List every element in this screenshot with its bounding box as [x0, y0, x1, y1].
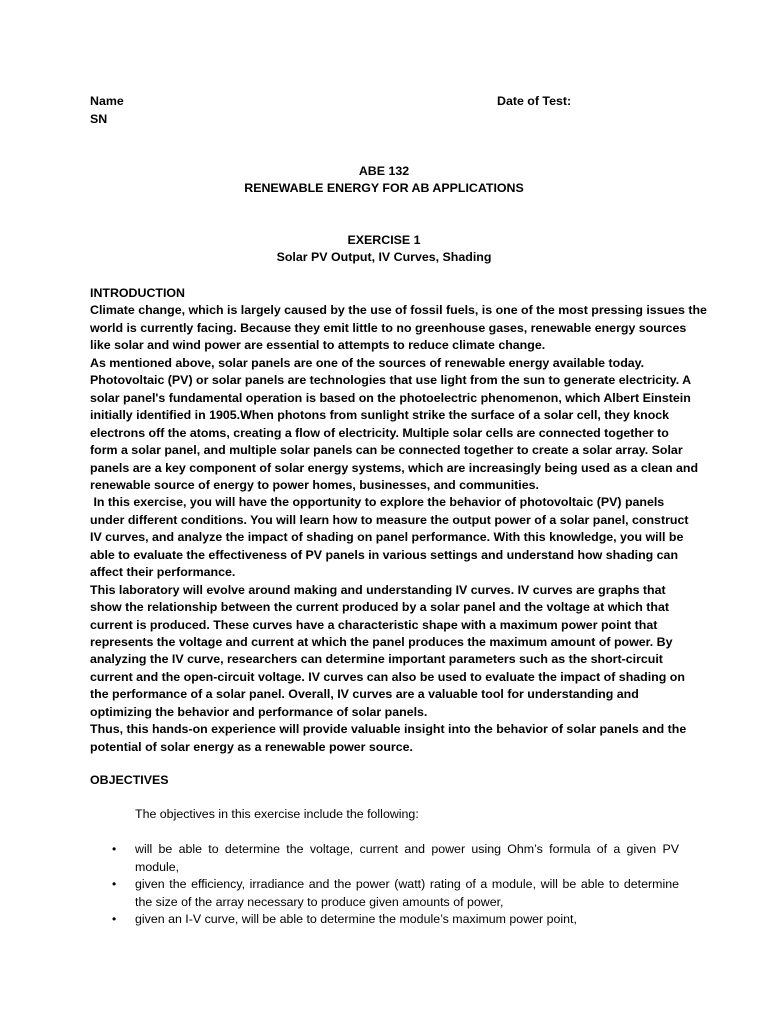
course-code: ABE 132 [358, 164, 410, 178]
intro-line: current is produced. These curves have a characteristic shape with a maximum power point that [90, 618, 658, 632]
intro-line: analyzing the IV curve, researchers can determine important parameters such as the short-circuit [90, 652, 663, 666]
objective-item: given an I-V curve, will be able to determine the module’s maximum power point, [135, 912, 577, 926]
intro-line: show the relationship between the current produced by a solar panel and the voltage at which that [90, 600, 670, 614]
intro-line: panels are a key component of solar energy systems, which are increasingly being used as a clean and [90, 461, 699, 475]
intro-line: the performance of a solar panel. Overall, IV curves are a valuable tool for understanding and [90, 687, 639, 701]
intro-line: affect their performance. [90, 565, 236, 579]
objectives-heading: OBJECTIVES [90, 773, 169, 787]
objective-item: will be able to determine the voltage, current and power using Ohm’s formula of a given PV module, [135, 842, 679, 874]
intro-line: optimizing the behavior and performance of solar panels. [90, 705, 428, 719]
intro-line: solar panel's fundamental operation is based on the photoelectric phenomenon, which Albert Einstein [90, 391, 691, 405]
intro-line: renewable source of energy to power homes, businesses, and communities. [90, 478, 539, 492]
name-label: Name [90, 94, 124, 108]
intro-line: like solar and wind power are essential to attempts to reduce climate change. [90, 338, 546, 352]
introduction-heading: INTRODUCTION [90, 286, 185, 300]
intro-line: potential of solar energy as a renewable power source. [90, 740, 413, 754]
intro-line: Thus, this hands-on experience will provide valuable insight into the behavior of solar panels and the [90, 722, 687, 736]
exercise-title: Solar PV Output, IV Curves, Shading [276, 250, 492, 264]
objectives-intro: The objectives in this exercise include the following: [135, 807, 419, 821]
intro-line: In this exercise, you will have the opportunity to explore the behavior of photovoltaic (PV) panels [90, 495, 665, 509]
intro-line: electrons off the atoms, creating a flow of electricity. Multiple solar cells are connected together to [90, 426, 669, 440]
intro-line: current and the open-circuit voltage. IV curves can also be used to evaluate the impact of shading on [90, 670, 685, 684]
exercise-number: EXERCISE 1 [347, 233, 421, 247]
date-of-test-label: Date of Test: [497, 94, 572, 108]
intro-line: represents the voltage and current at which the panel produces the maximum amount of power. By [90, 635, 673, 649]
intro-line: under different conditions. You will learn how to measure the output power of a solar panel, construct [90, 513, 689, 527]
bullet-icon: • [112, 912, 117, 926]
intro-line: IV curves, and analyze the impact of shading on panel performance. With this knowledge, you will be [90, 530, 684, 544]
intro-line: Climate change, which is largely caused by the use of fossil fuels, is one of the most pressing issues the [90, 303, 707, 317]
intro-line: able to evaluate the effectiveness of PV panels in various settings and understand how shading can [90, 548, 679, 562]
sn-label: SN [90, 112, 108, 126]
objective-item: given the efficiency, irradiance and the power (watt) rating of a module, will be able to determine the size of the array necessary to produce given amounts of power, [135, 877, 679, 909]
course-title: RENEWABLE ENERGY FOR AB APPLICATIONS [244, 181, 524, 195]
intro-line: This laboratory will evolve around making and understanding IV curves. IV curves are graphs that [90, 583, 666, 597]
intro-line: world is currently facing. Because they emit little to no greenhouse gases, renewable energy sources [90, 321, 687, 335]
bullet-icon: • [112, 842, 117, 856]
intro-line: form a solar panel, and multiple solar panels can be connected together to create a solar array. Solar [90, 443, 683, 457]
intro-line: As mentioned above, solar panels are one of the sources of renewable energy available today. [90, 356, 645, 370]
intro-line: Photovoltaic (PV) or solar panels are technologies that use light from the sun to generate electricity. A [90, 373, 692, 387]
bullet-icon: • [112, 877, 117, 891]
intro-line: initially identified in 1905.When photons from sunlight strike the surface of a solar cell, they knock [90, 408, 670, 422]
